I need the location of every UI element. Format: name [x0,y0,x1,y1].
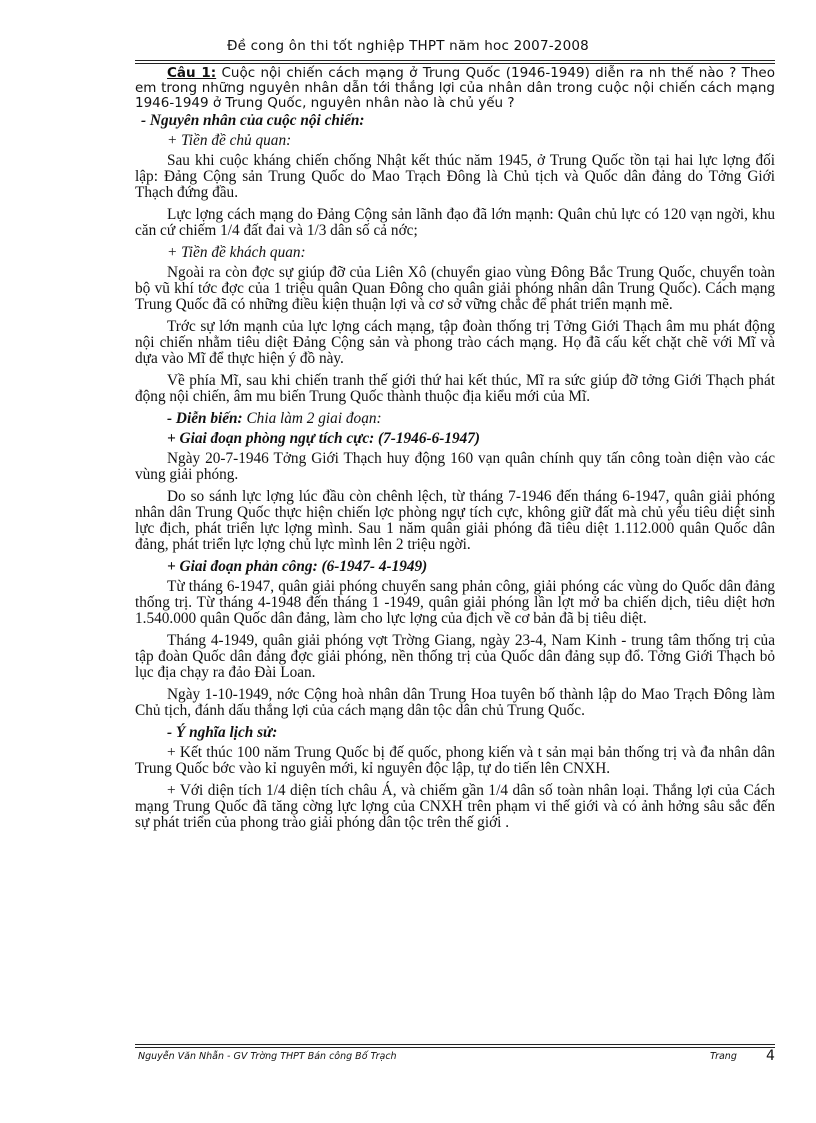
footer-rule-top [135,1044,775,1045]
paragraph-12: + Với diện tích 1/4 diện tích châu Á, và chiếm gần 1/4 dân số toàn nhân loại. Thắng lợi của Cách mạng Trung Quốc đã tăng cờng lực lợng của CNXH trên phạm vi thế giới và có ảnh hởng sâu sắc đến sự phát triển của phong trào giải phóng dân tộc trên thế giới . [135,782,775,831]
causes-heading: - Nguyên nhân của cuộc nội chiến: [141,112,365,129]
question-label: Câu 1: [167,65,217,81]
document-body [135,66,775,837]
paragraph-8: Từ tháng 6-1947, quân giải phóng chuyển sang phản công, giải phóng các vùng do Quốc dân đảng thống trị. Từ tháng 4-1948 đến tháng 1 -1949, quân giải phóng lần lợt mở ba chiến dịch, tiêu diệt hơn 1.540.000 quân Quốc dân đảng, làm cho lực lợng của địch về cơ bản đã bị tiêu diệt. [135,578,775,627]
paragraph-2: Lực lợng cách mạng do Đảng Cộng sản lãnh đạo đã lớn mạnh: Quân chủ lực có 120 vạn ngời, khu căn cứ chiếm 1/4 đất đai và 1/3 dân số cả nớc; [135,206,775,239]
question-paragraph [135,66,775,111]
paragraph-5: Về phía Mĩ, sau khi chiến tranh thế giới thứ hai kết thúc, Mĩ ra sức giúp đỡ tởng Giới Thạch phát động nội chiến, âm mu biến Trung Quốc thành thuộc địa kiểu mới của Mĩ. [135,372,775,405]
meaning-heading: - Ý nghĩa lịch sử: [167,724,278,741]
footer-author: Nguyễn Văn Nhẫn - GV Trờng THPT Bán công Bố Trạch [138,1051,397,1062]
paragraph-6: Ngày 20-7-1946 Tởng Giới Thạch huy động 160 vạn quân chính quy tấn công toàn diện vào các vùng giải phóng. [135,450,775,483]
paragraph-3: Ngoài ra còn đợc sự giúp đỡ của Liên Xô (chuyển giao vùng Đông Bắc Trung Quốc, chuyển toàn bộ vũ khí tớc đợc của 1 triệu quân Quan Đông cho quân giải phóng nhân dân Trung Quốc). Cách mạng Trung Quốc đã có những điều kiện thuận lợi và cơ sở vững chắc để phát triển mạnh mẽ. [135,264,775,313]
paragraph-10: Ngày 1-10-1949, nớc Cộng hoà nhân dân Trung Hoa tuyên bố thành lập do Mao Trạch Đông làm Chủ tịch, đánh dấu thắng lợi của cách mạng dân tộc dân chủ Trung Quốc. [135,686,775,719]
development-heading [135,411,775,427]
footer-page-label: Trang [710,1051,737,1062]
paragraph-9: Tháng 4-1949, quân giải phóng vợt Trờng Giang, ngày 23-4, Nam Kinh - trung tâm thống trị của tập đoàn Quốc dân đảng đợc giải phóng, nền thống trị của Quốc dân đảng sụp đổ. Tởng Giới Thạch bỏ lục địa chạy ra đảo Đài Loan. [135,632,775,681]
paragraph-11: + Kết thúc 100 năm Trung Quốc bị đế quốc, phong kiến và t sản mại bản thống trị và đa nhân dân Trung Quốc bớc vào kỉ nguyên mới, kỉ nguyên độc lập, tự do tiến lên CNXH. [135,744,775,777]
footer-page-number: 4 [766,1048,775,1064]
paragraph-7: Do so sánh lực lợng lúc đầu còn chênh lệch, từ tháng 7-1946 đến tháng 6-1947, quân giải phóng nhân dân Trung Quốc thực hiện chiến lợc phòng ngự tích cực, không giữ đất mà chủ yếu tiêu diệt sinh lực địch, phát triển lực lợng mình. Sau 1 năm quân giải phóng đã tiêu diệt 1.112.000 quân Quốc dân đảng, phát triển lực lợng chủ lực mình lên 2 triệu ngời. [135,488,775,553]
header-rule-top [135,60,775,61]
paragraph-1: Sau khi cuộc kháng chiến chống Nhật kết thúc năm 1945, ở Trung Quốc tồn tại hai lực lợng đối lập: Đảng Cộng sản Trung Quốc do Mao Trạch Đông là Chủ tịch và Quốc dân đảng do Tởng Giới Thạch đứng đầu. [135,152,775,201]
development-heading-rest: Chia làm 2 giai đoạn: [242,410,382,427]
subjective-heading: + Tiền đề chủ quan: [167,132,292,149]
phase-1-heading: + Giai đoạn phòng ngự tích cực: (7-1946-6-1947) [167,430,481,447]
footer-rule-bottom [135,1047,775,1048]
question-text: Cuộc nội chiến cách mạng ở Trung Quốc (1946-1949) diễn ra nh thế nào ? Theo em trong những nguyên nhân dẫn tới thắng lợi của nhân dân trong cuộc nội chiến cách mạng 1946-1949 ở Trung Quốc, nguyên nhân nào là chủ yếu ? [135,65,775,111]
page-header-title: Đề cong ôn thi tốt nghiệp THPT năm hoc 2007-2008 [227,38,589,54]
header-rule-bottom [135,63,775,64]
paragraph-4: Trớc sự lớn mạnh của lực lợng cách mạng, tập đoàn thống trị Tởng Giới Thạch âm mu phát động nội chiến nhằm tiêu diệt Đảng Cộng sản và phong trào cách mạng. Họ đã cấu kết chặt chẽ với Mĩ và dựa vào Mĩ để thực hiện ý đồ này. [135,318,775,367]
development-heading-bold: - Diễn biến: [167,410,243,427]
phase-2-heading: + Giai đoạn phản công: (6-1947- 4-1949) [167,558,428,575]
objective-heading: + Tiền đề khách quan: [167,244,306,261]
